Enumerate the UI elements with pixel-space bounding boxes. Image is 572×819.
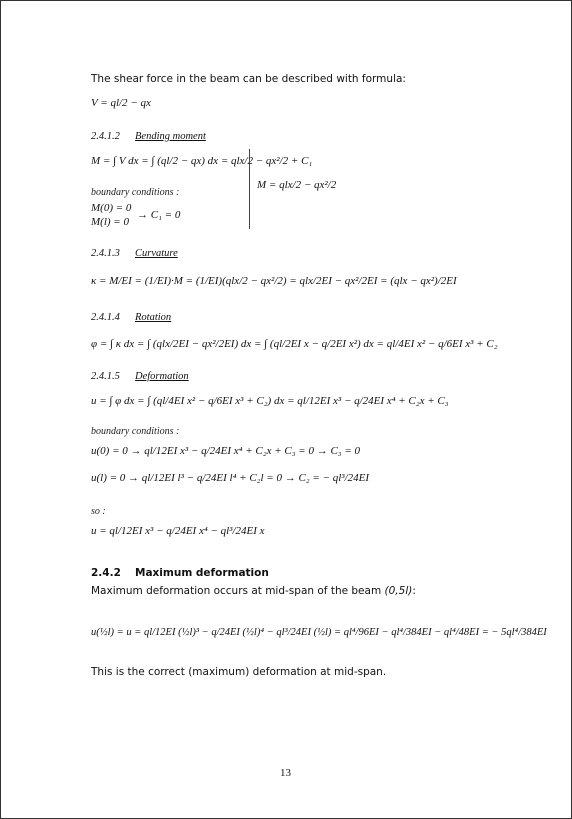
moment-bc-1: M(0) = 0 [91, 202, 132, 214]
deformation-result: u = ql/12EI x³ − q/24EI x⁴ − ql³/24EI x [91, 525, 265, 537]
deformation-bc-label: boundary conditions : [91, 426, 180, 437]
rotation-formula: φ = ∫ κ dx = ∫ (qlx/2EI − qx²/2EI) dx = ∫ (ql/2EI x − q/2EI x²) dx = ql/4EI x² − q/6EI x³ + C₂ [91, 338, 498, 350]
section-number: 2.4.1.3 [91, 248, 120, 259]
curvature-formula: κ = M/EI = (1/EI)·M = (1/EI)(qlx/2 − qx²/2) = qlx/2EI − qx²/2EI = (qlx − qx²)/2EI [91, 275, 457, 287]
deformation-so-label: so : [91, 506, 106, 517]
section-title: Bending moment [135, 131, 206, 142]
section-heading-curvature [91, 248, 178, 259]
intro-text: The shear force in the beam can be described with formula: [91, 73, 406, 85]
max-deformation-formula: u(½l) = u = ql/12EI (½l)³ − q/24EI (½l)⁴ − ql³/24EI (½l) = ql⁴/96EI − ql⁴/384EI − ql⁴/48EI = − 5ql⁴/384EI [91, 627, 547, 638]
max-deformation-text-prefix: Maximum deformation occurs at mid-span of the beam [91, 585, 385, 597]
moment-divider [249, 149, 250, 229]
deformation-integral: u = ∫ φ dx = ∫ (ql/4EI x² − q/6EI x³ + C₂) dx = ql/12EI x³ − q/24EI x⁴ + C₂x + C₃ [91, 395, 449, 407]
page-number: 13 [280, 767, 291, 779]
max-deformation-conclusion: This is the correct (maximum) deformation at mid-span. [91, 666, 387, 678]
section-heading-bending-moment [91, 131, 206, 142]
section-title: Rotation [135, 312, 172, 323]
moment-bc-result: → C₁ = 0 [137, 209, 181, 221]
section-number: 2.4.1.5 [91, 371, 120, 382]
deformation-bc-2: u(l) = 0 → ql/12EI l³ − q/24EI l⁴ + C₂l = 0 → C₂ = − ql³/24EI [91, 472, 370, 484]
section-title: Maximum deformation [135, 567, 269, 579]
section-heading-deformation [91, 371, 189, 382]
section-title: Deformation [135, 371, 189, 382]
max-deformation-coordinate: (0,5l) [384, 585, 413, 597]
section-title: Curvature [135, 248, 178, 259]
deformation-bc-1: u(0) = 0 → ql/12EI x³ − q/24EI x⁴ + C₂x + C₃ = 0 → C₃ = 0 [91, 445, 361, 457]
section-number: 2.4.1.4 [91, 312, 120, 323]
section-number: 2.4.2 [91, 567, 121, 579]
section-heading-rotation [91, 312, 171, 323]
max-deformation-text-suffix: : [412, 585, 416, 597]
shear-formula: V = ql/2 − qx [91, 97, 151, 109]
moment-integral: M = ∫ V dx = ∫ (ql/2 − qx) dx = qlx/2 − qx²/2 + C₁ [91, 155, 313, 167]
moment-bc-2: M(l) = 0 [91, 216, 129, 228]
moment-bc-label: boundary conditions : [91, 187, 180, 198]
moment-result: M = qlx/2 − qx²/2 [257, 179, 337, 191]
section-number: 2.4.1.2 [91, 131, 120, 142]
section-heading-maximum-deformation [91, 567, 269, 579]
max-deformation-text [91, 585, 416, 597]
